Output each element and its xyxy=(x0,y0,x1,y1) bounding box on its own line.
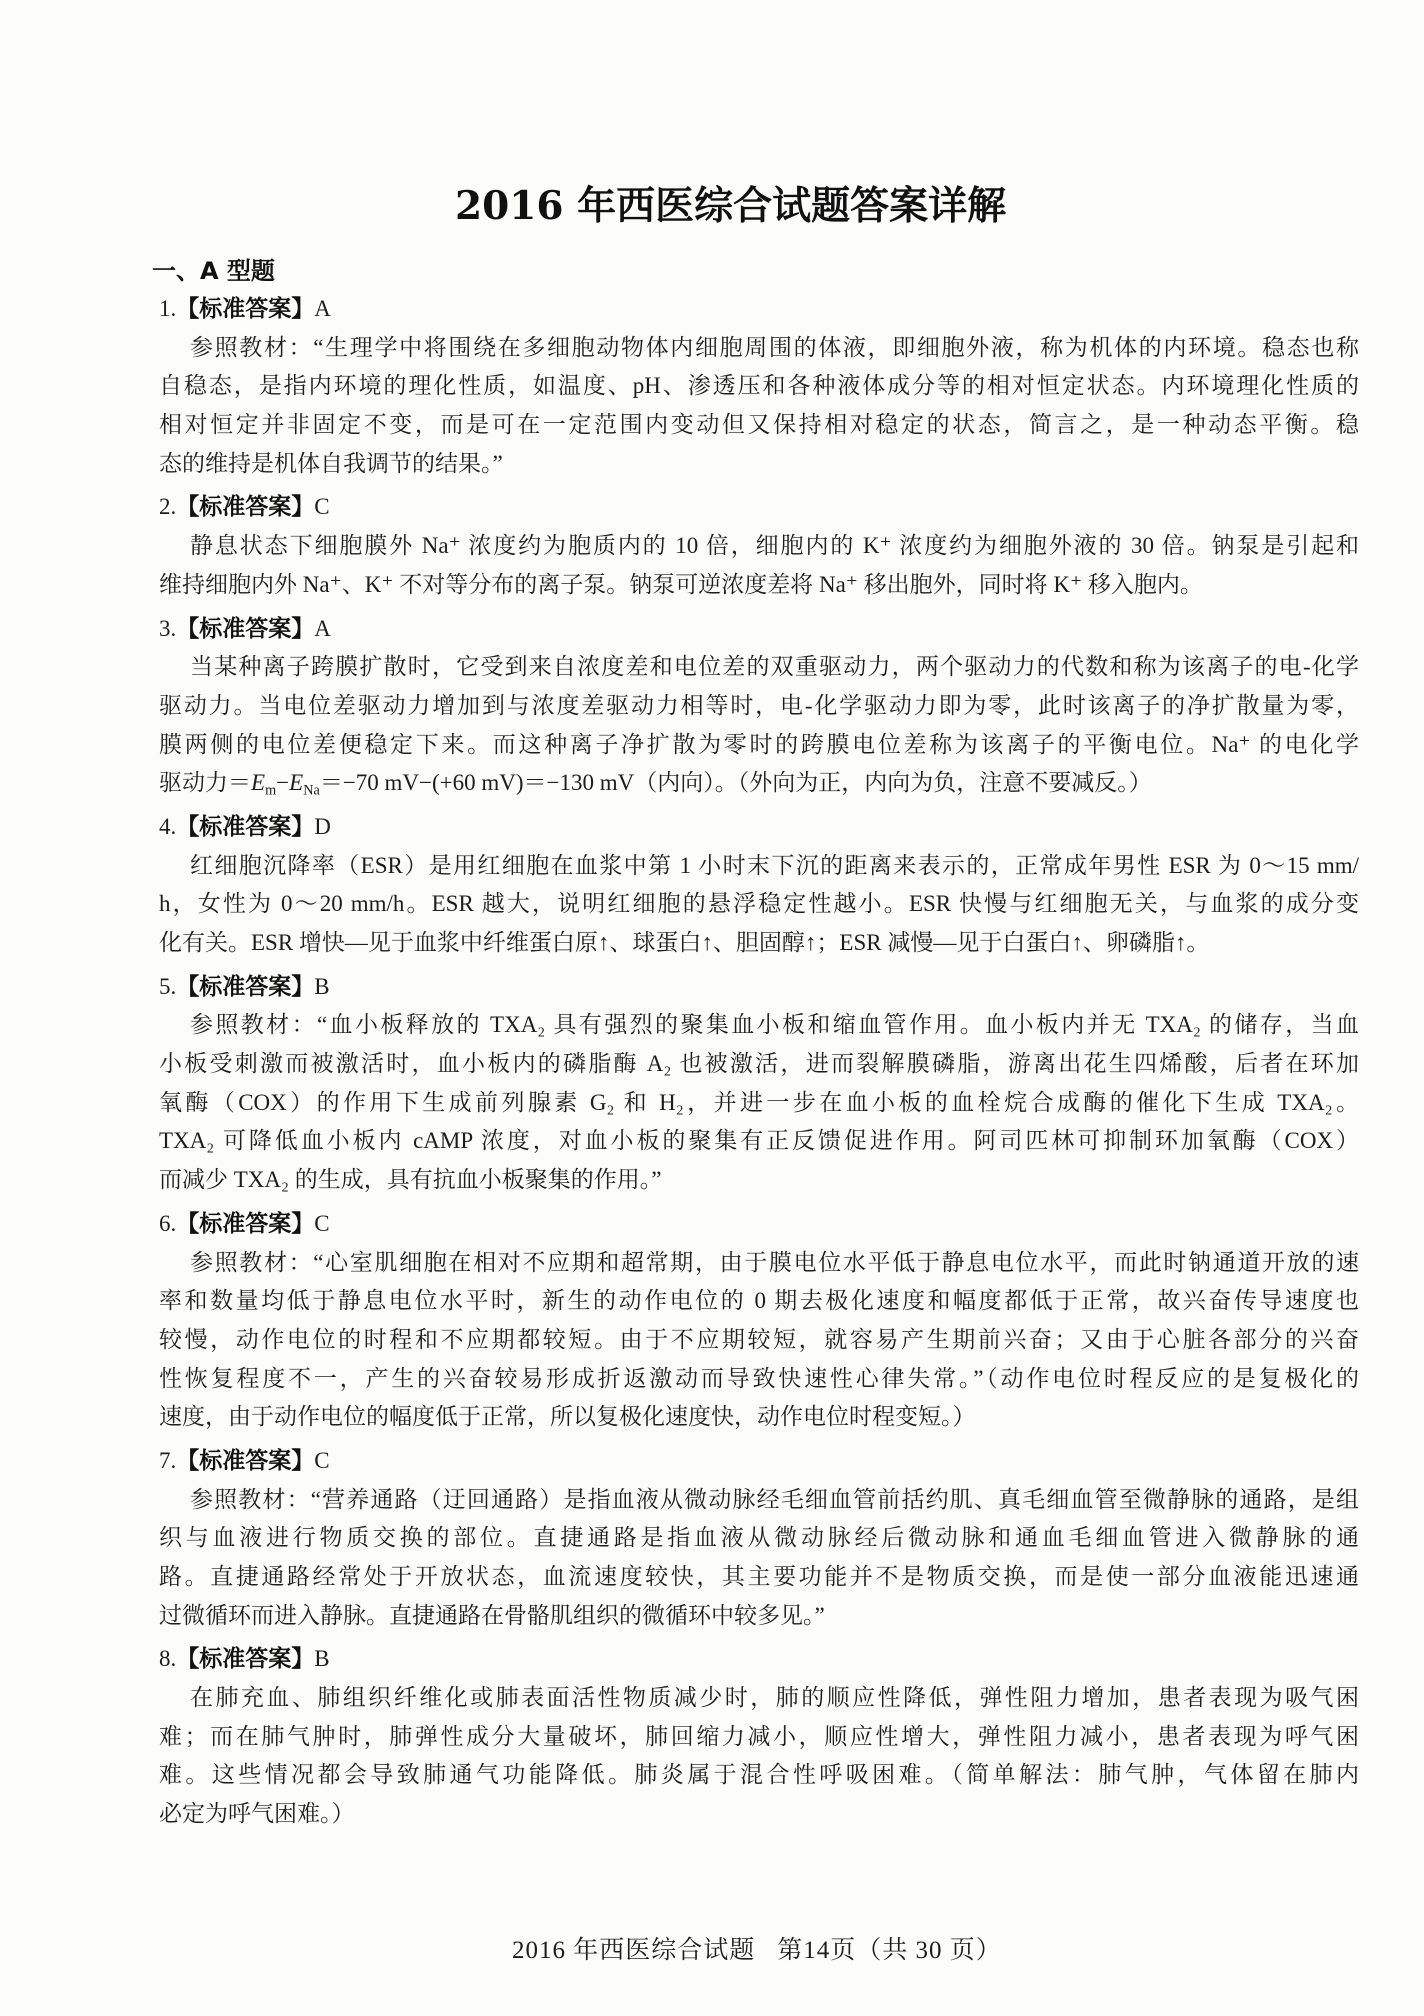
question-number: 6. xyxy=(159,1210,177,1236)
explanation-line: 路。直捷通路经常处于开放状态，血流速度较快，其主要功能并不是物质交换，而是使一部分血液能迅速通 xyxy=(159,1564,1359,1589)
question-number: 4. xyxy=(159,813,177,839)
explanation-line: 较慢，动作电位的时程和不应期都较短。由于不应期较短，就容易产生期前兴奋；又由于心脏各部分的兴奋 xyxy=(159,1326,1359,1352)
standard-answer-label: 【标准答案】 xyxy=(176,1646,315,1673)
formula-variable: E xyxy=(289,770,304,796)
question-number: 2. xyxy=(159,494,177,520)
explanation-line: 相对恒定并非固定不变，而是可在一定范围内变动但又保持相对稳定的状态，简言之，是一种动态平衡。稳 xyxy=(159,412,1359,438)
question-number: 7. xyxy=(159,1447,177,1473)
answer-letter: B xyxy=(314,1646,330,1672)
explanation-line: 织与血液进行物质交换的部位。直捷通路是指血液从微动脉经后微动脉和通血毛细血管进入微静脉的通 xyxy=(159,1525,1359,1551)
formula-text: 驱动力＝ xyxy=(159,770,251,796)
explanation-line: 参照教材：“心室肌细胞在相对不应期和超常期，由于膜电位水平低于静息电位水平，而此时钠通道开放的速 xyxy=(190,1249,1359,1275)
answer-item xyxy=(159,1640,1359,1833)
answer-letter: B xyxy=(314,973,330,999)
footer-exam-title: 2016 年西医综合试题 xyxy=(512,1937,756,1964)
formula-subscript: Na xyxy=(303,782,320,799)
answer-header xyxy=(159,968,1359,1007)
standard-answer-label: 【标准答案】 xyxy=(176,1447,315,1474)
formula-text: ＝−70 mV−(+60 mV)＝−130 mV（内向）。（外向为正，内向为负，注意不要减反。） xyxy=(319,770,1152,796)
answer-letter: C xyxy=(314,1447,330,1473)
question-number: 5. xyxy=(159,973,177,999)
answer-item xyxy=(159,968,1359,1200)
explanation-line: 在肺充血、肺组织纤维化或肺表面活性物质减少时，肺的顺应性降低，弹性阻力增加，患者表现为吸气困 xyxy=(190,1685,1359,1711)
question-number: 3. xyxy=(159,615,177,641)
answer-letter: C xyxy=(314,494,330,520)
formula-text: − xyxy=(276,770,290,796)
standard-answer-label: 【标准答案】 xyxy=(176,973,315,1000)
explanation-line: TXA₂ 可降低血小板内 cAMP 浓度，对血小板的聚集有正反馈促进作用。阿司匹林可抑制环加氧酶（COX） xyxy=(159,1128,1359,1154)
formula-subscript: m xyxy=(265,782,277,799)
standard-answer-label: 【标准答案】 xyxy=(176,494,315,521)
answer-letter: D xyxy=(314,813,331,839)
explanation-line: 参照教材：“血小板释放的 TXA₂ 具有强烈的聚集血小板和缩血管作用。血小板内并无 TXA₂ 的储存，当血 xyxy=(190,1012,1359,1038)
explanation-line: h，女性为 0～20 mm/h。ESR 越大，说明红细胞的悬浮稳定性越小。ESR 快慢与红细胞无关，与血浆的成分变 xyxy=(159,891,1359,917)
explanation-line: 静息状态下细胞膜外 Na⁺ 浓度约为胞质内的 10 倍，细胞内的 K⁺ 浓度约为细胞外液的 30 倍。钠泵是引起和 xyxy=(190,533,1359,559)
answer-header xyxy=(159,1442,1359,1481)
answer-header xyxy=(159,488,1359,527)
explanation-line: 参照教材：“营养通路（迂回通路）是指血液从微动脉经毛细血管前括约肌、真毛细血管至微静脉的通路，是组 xyxy=(190,1486,1359,1512)
standard-answer-label: 【标准答案】 xyxy=(176,1210,315,1237)
answer-letter: A xyxy=(314,615,331,641)
explanation-line: 化有关。ESR 增快—见于血浆中纤维蛋白原↑、球蛋白↑、胆固醇↑；ESR 减慢—见于白蛋白↑、卵磷脂↑。 xyxy=(159,930,1210,955)
answer-item xyxy=(159,290,1359,483)
explanation-line: 速度，由于动作电位的幅度低于正常，所以复极化速度快，动作电位时程变短。） xyxy=(159,1404,976,1430)
question-number: 1. xyxy=(159,296,177,321)
answer-header xyxy=(159,290,1359,329)
explanation-line: 必定为呼气困难。） xyxy=(159,1801,355,1827)
section-heading: 一、A 型题 xyxy=(152,257,275,285)
explanation-line: 难；而在肺气肿时，肺弹性成分大量破坏，肺回缩力减小，顺应性增大，弹性阻力减小，患者表现为呼气困 xyxy=(159,1723,1359,1749)
page-footer xyxy=(512,1935,1002,1967)
standard-answer-label: 【标准答案】 xyxy=(176,296,315,322)
explanation-line: 率和数量均低于静息电位水平时，新生的动作电位的 0 期去极化速度和幅度都低于正常，故兴奋传导速度也 xyxy=(159,1288,1359,1314)
explanation-line: 而减少 TXA₂ 的生成，具有抗血小板聚集的作用。” xyxy=(159,1167,662,1193)
page-title: 2016 年西医综合试题答案详解 xyxy=(455,183,1007,229)
formula-line xyxy=(159,764,1359,803)
explanation-line: 态的维持是机体自我调节的结果。” xyxy=(159,450,503,476)
explanation-line: 参照教材：“生理学中将围绕在多细胞动物体内细胞周围的体液，即细胞外液，称为机体的内环境。稳态也称 xyxy=(190,334,1359,360)
footer-page-number: 第14页（共 30 页） xyxy=(777,1937,1002,1964)
explanation-line: 自稳态，是指内环境的理化性质，如温度、pH、渗透压和各种液体成分等的相对恒定状态。内环境理化性质的 xyxy=(159,373,1359,399)
explanation-line: 过微循环而进入静脉。直捷通路在骨骼肌组织的微循环中较多见。” xyxy=(159,1602,825,1628)
explanation-line: 小板受刺激而被激活时，血小板内的磷脂酶 A₂ 也被激活，进而裂解膜磷脂，游离出花生四烯酸，后者在环加 xyxy=(159,1051,1359,1077)
explanation-line: 膜两侧的电位差便稳定下来。而这种离子净扩散为零时的跨膜电位差称为该离子的平衡电位。Na⁺ 的电化学 xyxy=(159,731,1359,757)
answer-header xyxy=(159,610,1359,649)
question-number: 8. xyxy=(159,1646,177,1672)
answer-item xyxy=(159,1442,1359,1635)
answer-header xyxy=(159,1205,1359,1244)
explanation-line: 驱动力。当电位差驱动力增加到与浓度差驱动力相等时，电-化学驱动力即为零，此时该离子的净扩散量为零， xyxy=(159,692,1359,718)
answer-list xyxy=(159,290,1359,1834)
explanation-line: 当某种离子跨膜扩散时，它受到来自浓度差和电位差的双重驱动力，两个驱动力的代数和称为该离子的电-化学 xyxy=(190,654,1359,680)
explanation-line: 维持细胞内外 Na⁺、K⁺ 不对等分布的离子泵。钠泵可逆浓度差将 Na⁺ 移出胞外，同时将 K⁺ 移入胞内。 xyxy=(159,571,1203,597)
answer-header xyxy=(159,1640,1359,1679)
explanation-line: 性恢复程度不一，产生的兴奋较易形成折返激动而导致快速性心律失常。”（动作电位时程反应的是复极化的 xyxy=(159,1365,1359,1391)
answer-item xyxy=(159,808,1359,963)
answer-letter: C xyxy=(314,1210,330,1236)
answer-header xyxy=(159,808,1359,847)
standard-answer-label: 【标准答案】 xyxy=(176,813,315,840)
explanation-line: 难。这些情况都会导致肺通气功能降低。肺炎属于混合性呼吸困难。（简单解法：肺气肿，气体留在肺内 xyxy=(159,1762,1359,1788)
answer-item xyxy=(159,1205,1359,1437)
answer-item xyxy=(159,488,1359,604)
standard-answer-label: 【标准答案】 xyxy=(176,615,315,642)
answer-letter: A xyxy=(314,296,331,321)
formula-variable: E xyxy=(251,770,266,796)
explanation-line: 红细胞沉降率（ESR）是用红细胞在血浆中第 1 小时末下沉的距离来表示的，正常成年男性 ESR 为 0～15 mm/ xyxy=(190,852,1359,878)
answer-item xyxy=(159,610,1359,803)
explanation-line: 氧酶（COX）的作用下生成前列腺素 G₂ 和 H₂，并进一步在血小板的血栓烷合成酶的催化下生成 TXA₂。 xyxy=(159,1089,1359,1115)
